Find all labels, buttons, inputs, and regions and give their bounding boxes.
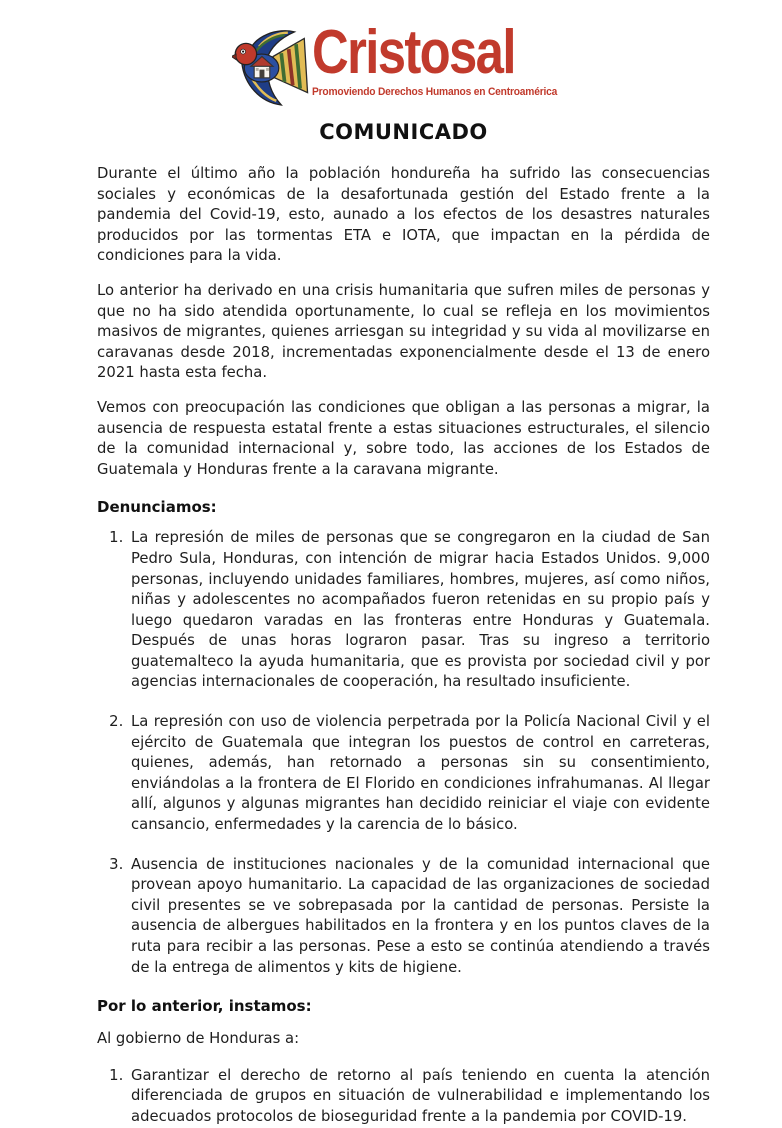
urge-list	[97, 1066, 710, 1128]
denounce-item: 2. La represión con uso de violencia perpetrada por la Policía Nacional Civil y el ejército de Guatemala que integran los puestos de control en carreteras, quienes, además, han retornado a personas sin su consentimiento, enviándolas a la frontera de El Florido en condiciones infrahumanas. Al llegar allí, algunos y algunas migrantes han decidido reiniciar el viaje con evidente cansancio, enfermedades y la carencia de lo básico.	[128, 712, 710, 836]
intro-paragraph-3: Vemos con preocupación las condiciones que obligan a las personas a migrar, la ausencia de respuesta estatal frente a estas situaciones estructurales, el silencio de la comunidad internacional y, sobre todo, las acciones de los Estados de Guatemala y Honduras frente a la caravana migrante.	[97, 398, 710, 478]
urge-intro: Al gobierno de Honduras a:	[97, 1030, 300, 1048]
urge-heading: Por lo anterior, instamos:	[97, 997, 312, 1016]
urge-item: 1. Garantizar el derecho de retorno al país teniendo en cuenta la atención diferenciada de grupos en situación de vulnerabilidad e implementando los adecuados protocolos de bioseguridad frente a la pandemia por COVID-19.	[128, 1066, 710, 1128]
denounce-heading: Denunciamos:	[97, 498, 217, 517]
denounce-list	[97, 528, 710, 978]
logo-text-block	[311, 18, 576, 98]
denounce-item: 1. La represión de miles de personas que se congregaron en la ciudad de San Pedro Sula, Honduras, con intención de migrar hacia Estados Unidos. 9,000 personas, incluyendo unidades familiares, hombres, mujeres, así como niños, niñas y adolescentes no acompañados fueron retenidas en su propio país y luego quedaron varadas en las fronteras entre Honduras y Guatemala. Después de unas horas lograron pasar. Tras su ingreso a territorio guatemalteco la ayuda humanitaria, que es provista por sociedad civil y por agencias internacionales de cooperación, ha resultado insuficiente.	[128, 528, 710, 693]
intro-paragraph-1: Durante el último año la población hondureña ha sufrido las consecuencias sociales y económicas de la desafortunada gestión del Estado frente a la pandemia del Covid-19, esto, aunado a los efectos de los desastres naturales producidos por las tormentas ETA e IOTA, que impactan en la pérdida de condiciones para la vida.	[97, 165, 710, 265]
brand-tagline: Promoviendo Derechos Humanos en Centroamérica	[311, 85, 557, 98]
cristosal-logo	[97, 18, 710, 110]
denounce-item: 3. Ausencia de instituciones nacionales y de la comunidad internacional que provean apoyo humanitario. La capacidad de las organizaciones de sociedad civil presentes se ve sobrepasada por la cantidad de personas. Persiste la ausencia de albergues habilitados en la frontera y en los puntos claves de la ruta para recibir a las personas. Pese a esto se continúa atendiendo a través de la entrega de alimentos y kits de higiene.	[128, 855, 710, 979]
intro-paragraph-2: Lo anterior ha derivado en una crisis humanitaria que sufren miles de personas y que no ha sido atendida oportunamente, lo cual se refleja en los movimientos masivos de migrantes, quienes arriesgan su integridad y su vida al movilizarse en caravanas desde 2018, incrementadas exponencialmente desde el 13 de enero 2021 hasta esta fecha.	[97, 281, 710, 382]
page-title: COMUNICADO	[319, 120, 488, 144]
bird-house-folkart-icon	[232, 26, 310, 110]
brand-name: Cristosal	[311, 18, 515, 87]
